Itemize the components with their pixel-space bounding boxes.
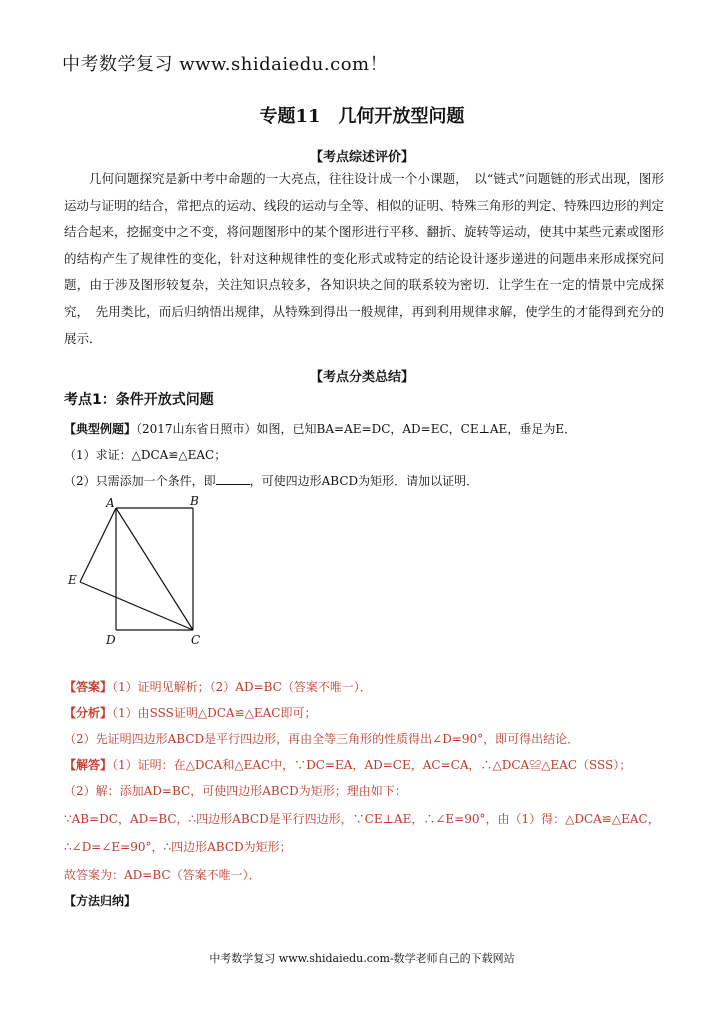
- example-q2-part1: （2）只需添加一个条件，即: [64, 474, 216, 488]
- example-q2-part2: ，可使四边形ABCD为矩形．请加以证明．: [249, 474, 479, 488]
- answer-text: （1）证明见解析；（2）AD=BC（答案不唯一）．: [112, 680, 372, 694]
- solution-line-5: 故答案为：AD=BC（答案不唯一）．: [64, 868, 261, 882]
- solution-line-4: ∴∠D=∠E=90°，∴四边形ABCD为矩形；: [64, 840, 292, 854]
- label-e: E: [68, 573, 77, 587]
- intro-paragraph: 几何问题探究是新中考中命题的一大亮点，往往设计成一个小课题， 以“链式”问题链的形式出现，图形运动与证明的结合，常把点的运动、线段的运动与全等、相似的证明、特殊三角形的判定、特殊四边形的判定结合起来，挖掘变中之不变，将问题图形中的某个图形进行平移、翻折、旋转等运动，使其中某些元素或图形的结构产生了规律性的变化，针对这种规律性的变化形式或特定的结论设计逐步递进的问题串来形成探究问题，由于涉及图形较复杂，关注知识点较多，各知识块之间的联系较为密切．让学生在一定的情景中完成探究， 先用类比，而后归纳悟出规律，从特殊到得出一般规律，再到利用规律求解，使学生的才能得到充分的展示．: [64, 171, 665, 346]
- solution-line-1: [64, 756, 631, 773]
- kaodian-1-heading: 考点1：条件开放式问题: [64, 392, 214, 408]
- label-c: C: [191, 633, 201, 647]
- segment-ae: [80, 508, 116, 582]
- analysis-line-2: （2）先证明四边形ABCD是平行四边形，再由全等三角形的性质得出∠D=90°，即可得出结论．: [64, 732, 580, 746]
- example-label: 【典型例题】: [64, 422, 137, 436]
- solution-line-3: ∵AB=DC，AD=BC，∴四边形ABCD是平行四边形，∵CE⊥AE，∴∠E=90°，由（1）得：△DCA≌△EAC，: [64, 812, 660, 826]
- label-b: B: [190, 496, 199, 508]
- segment-ec: [80, 582, 193, 630]
- example-q1: （1）求证：△DCA≌△EAC；: [64, 448, 227, 462]
- solution-line-2: （2）解：添加AD=BC，可使四边形ABCD为矩形；理由如下：: [64, 784, 407, 798]
- page-title: 专题11 几何开放型问题: [259, 106, 465, 127]
- label-a: A: [106, 496, 115, 510]
- example-text: （2017山东省日照市）如图，已知BA=AE=DC，AD=EC，CE⊥AE，垂足为E．: [136, 422, 577, 436]
- method-heading: 【方法归纳】: [64, 894, 137, 908]
- answer-line: [64, 678, 372, 695]
- solution-label: 【解答】: [64, 758, 113, 772]
- site-header: 中考数学复习 www.shidaiedu.com！: [62, 54, 389, 75]
- analysis-line-1: [64, 704, 316, 721]
- example-q2: [64, 472, 478, 489]
- section-heading-summary: 【考点分类总结】: [309, 370, 414, 385]
- section-heading-review: 【考点综述评价】: [309, 150, 414, 165]
- page-footer: 中考数学复习 www.shidaiedu.com-数学老师自己的下载网站: [209, 952, 515, 965]
- geometry-figure: [64, 496, 214, 650]
- solution-text-1: （1）证明：在△DCA和△EAC中，∵DC=EA，AD=CE，AC=CA，∴△DCA≌△EAC（SSS）；: [112, 758, 632, 772]
- example-line: [64, 420, 576, 437]
- segment-ac: [116, 508, 193, 630]
- answer-blank: [216, 472, 250, 485]
- label-d: D: [106, 633, 116, 647]
- answer-label: 【答案】: [64, 680, 113, 694]
- analysis-text-1: （1）由SSS证明△DCA≌△EAC即可；: [112, 706, 317, 720]
- analysis-label: 【分析】: [64, 706, 113, 720]
